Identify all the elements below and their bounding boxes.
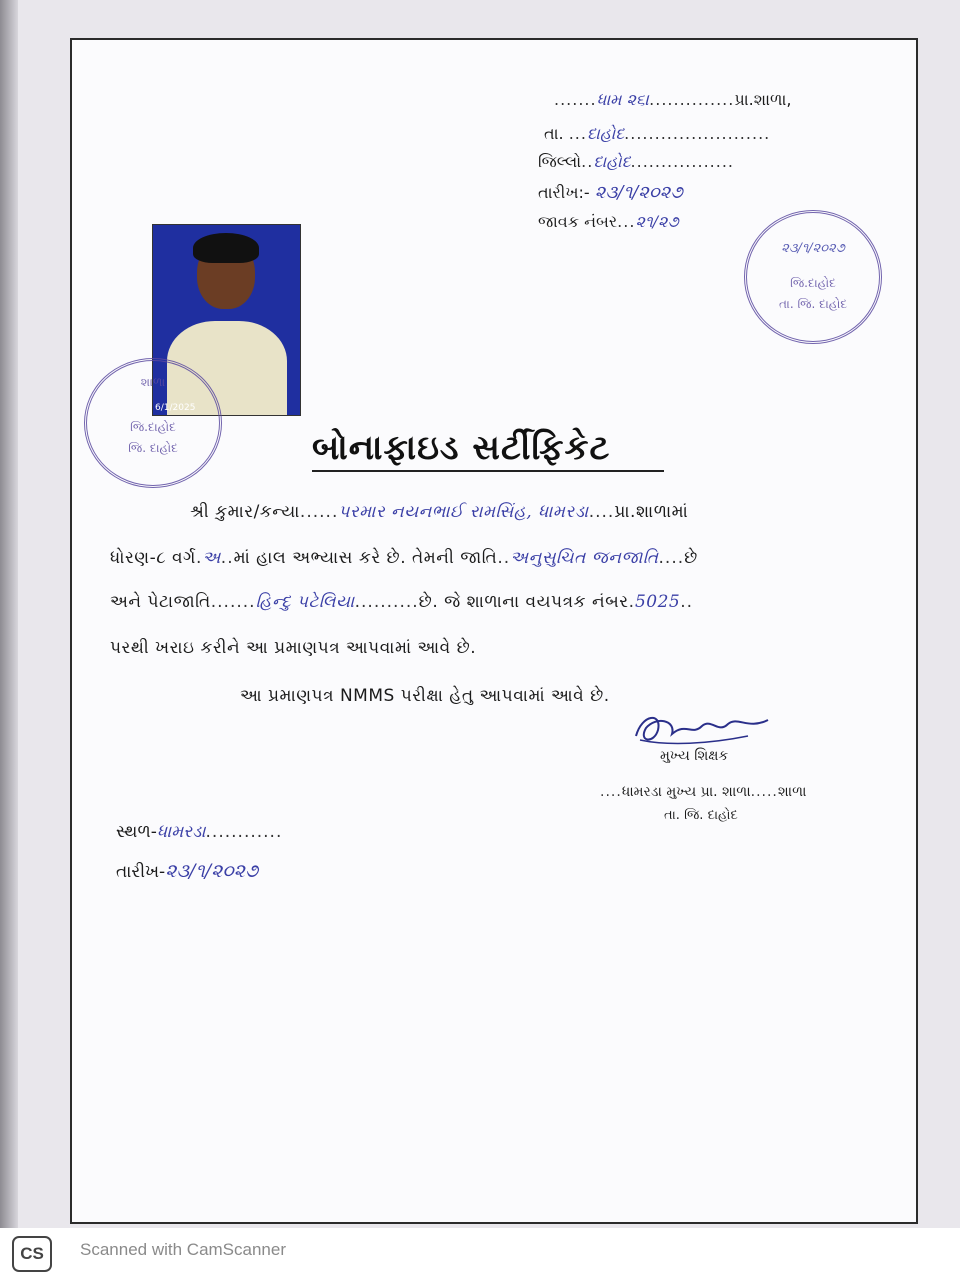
certificate-title: બોનાફાઇડ સર્ટીફિકેટ [312, 428, 611, 468]
bottom-date-value: ૨૩/૧/૨૦૨૭ [165, 860, 259, 882]
header-taluka-label: તા. [544, 124, 564, 143]
signature-role: મુખ્ય શિક્ષક [660, 748, 729, 764]
title-underline [312, 470, 664, 472]
body-l1-suffix: પ્રા.શાળામાં [614, 502, 689, 522]
header-school-value: ધામ ૨૬। [596, 90, 650, 109]
camscanner-text: Scanned with CamScanner [80, 1240, 287, 1259]
stamp-right-line1: ૨૩/૧/૨૦૨૭ [781, 241, 845, 256]
header-taluka-value: દાહોદ [586, 124, 625, 143]
body-l3-prefix: અને પેટાજાતિ [110, 592, 211, 612]
signature-school-value: ધામરડા મુખ્ય પ્રા. શાળા [621, 784, 751, 800]
header-district-label: જિલ્લો [538, 152, 582, 171]
body-line-2: ધોરણ-૮ વર્ગ.અ..માં હાલ અભ્યાસ કરે છે. તેમની જાતિ..અનુસુચિત જનજાતિ....છે [110, 548, 698, 568]
bottom-date-row [116, 860, 258, 882]
header-district-value: દાહોદ [593, 152, 631, 171]
register-number: 5025 [634, 592, 681, 612]
stamp-left-line2: જિ.દાહોદ [130, 420, 176, 434]
header-outward-row: જાવક નંબર...૨૧/૨૭ [538, 212, 679, 231]
body-l2-suffix: છે [684, 548, 698, 568]
stamp-right-line2: જિ.દાહોદ [790, 276, 836, 290]
bottom-date-label: તારીખ- [116, 862, 166, 882]
student-class: અ [202, 548, 221, 568]
header-school-row: .......ધામ ૨૬।..............પ્રા.શાળા, [554, 90, 792, 109]
body-line-1: શ્રી કુમાર/કન્યા......પરમાર નયનભાઈ રામસિંહ, ધામરડા....પ્રા.શાળામાં [190, 502, 689, 522]
scan-shadow [0, 0, 18, 1280]
body-line-4: પરથી ખરાઇ કરીને આ પ્રમાણપત્ર આપવામાં આવે છે. [110, 638, 477, 658]
header-outward-value: ૨૧/૨૭ [635, 212, 679, 231]
photo-hair [193, 233, 259, 263]
body-line-3: અને પેટાજાતિ.......હિન્દુ પટેલિયા..........છે. જે શાળાના વયપત્રક નંબર.5025.. [110, 592, 694, 612]
header-outward-label: જાવક નંબર [538, 212, 618, 231]
stamp-right-line3: તા. જિ. દાહોદ [778, 297, 848, 311]
camscanner-footer [0, 1228, 960, 1280]
signature-school-row: ....ધામરડા મુખ્ય પ્રા. શાળા.....શાળા [600, 784, 807, 800]
principal-signature [628, 706, 778, 754]
school-stamp-left [84, 358, 222, 488]
stamp-left-line1: શાળા [140, 375, 166, 389]
body-l1-prefix: શ્રી કુમાર/કન્યા [190, 502, 300, 522]
student-subcaste: હિન્દુ પટેલિયા [255, 592, 355, 612]
body-l3-middle: છે. જે શાળાના વયપત્રક નંબર [418, 592, 629, 612]
photo-date: 6/1/2025 [155, 403, 196, 413]
school-stamp-right [744, 210, 882, 344]
signature-district: તા. જિ. દાહોદ [664, 808, 738, 823]
camscanner-logo: CS [12, 1236, 52, 1272]
header-district-row: જિલ્લો..દાહોદ................. [538, 152, 734, 171]
place-label: સ્થળ- [116, 822, 157, 842]
header-date-value: ૨૩/૧/૨૦૨૭ [594, 182, 683, 203]
place-row: સ્થળ-ધામરડા............ [116, 822, 283, 842]
place-value: ધામરડા [156, 822, 206, 842]
body-l2-prefix: ધોરણ-૮ વર્ગ [110, 548, 196, 568]
header-date-row [538, 182, 683, 203]
body-l2-middle: માં હાલ અભ્યાસ કરે છે. તેમની જાતિ [233, 548, 498, 568]
stamp-left-line3: જિ. દાહોદ [128, 441, 178, 455]
header-school-suffix: પ્રા.શાળા, [734, 90, 792, 109]
student-name: પરમાર નયનભાઈ રામસિંહ, ધામરડા [338, 502, 589, 522]
signature-school-suffix: શાળા [777, 784, 807, 800]
header-date-label: તારીખ:- [538, 183, 590, 202]
student-caste: અનુસુચિત જનજાતિ [510, 548, 659, 568]
header-taluka-row: તા. ...દાહોદ........................ [544, 124, 771, 143]
certificate-paper [70, 38, 918, 1224]
body-line-5: આ પ્રમાણપત્ર NMMS પરીક્ષા હેતુ આપવામાં આવે છે. [240, 686, 610, 706]
